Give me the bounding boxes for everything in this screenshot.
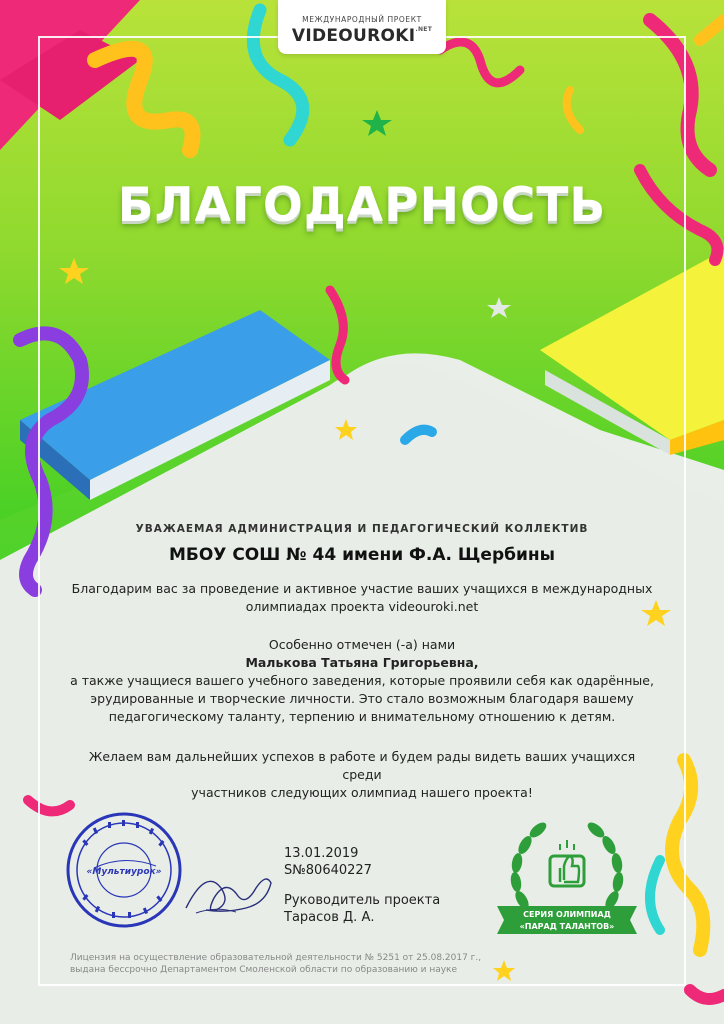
- recognition-intro: Особенно отмечен (-а) нами: [268, 637, 456, 652]
- recognition-line-1: а также учащиеся вашего учебного заведения, которые проявили себя как одарённые,: [70, 673, 654, 688]
- license-line-1: Лицензия на осуществление образовательной деятельности № 5251 от 25.08.2017 г.,: [70, 953, 482, 963]
- license-line-2: выдана бессрочно Департаментом Смоленской области по образованию и науке: [70, 965, 458, 975]
- logo-caption: МЕЖДУНАРОДНЫЙ ПРОЕКТ: [302, 15, 422, 24]
- signer-name: Тарасов Д. А.: [284, 910, 375, 925]
- recognition-line-2: эрудированные и творческие личности. Это стало возможным благодаря вашему: [90, 691, 634, 706]
- certificate-number: S№80640227: [284, 863, 372, 878]
- recognition-line-3: педагогическому таланту, терпению и внимательному отношению к детям.: [108, 709, 616, 724]
- badge-line-1: СЕРИЯ ОЛИМПИАД: [523, 910, 611, 919]
- wishes-line-1: Желаем вам дальнейших успехов в работе и будем рады видеть ваших учащихся среди: [88, 749, 636, 782]
- paragraph-thanks: [70, 580, 654, 616]
- license-note: [70, 952, 530, 976]
- signer-block: [284, 892, 440, 926]
- official-seal-stamp: [64, 810, 184, 930]
- issue-details: [284, 845, 372, 879]
- signature-drawing: [176, 858, 276, 928]
- certificate-title: БЛАГОДАРНОСТЬ: [117, 178, 607, 233]
- recipient-name: Малькова Татьяна Григорьевна,: [245, 655, 479, 670]
- issue-date: 13.01.2019: [284, 846, 359, 861]
- thanks-line-2: олимпиадах проекта videouroki.net: [245, 599, 479, 614]
- badge-line-2: «ПАРАД ТАЛАНТОВ»: [519, 922, 615, 931]
- school-name: МБОУ СОШ № 44 имени Ф.А. Щербины: [168, 545, 556, 565]
- project-logo: [278, 0, 446, 54]
- logo-suffix: .NET: [415, 26, 433, 33]
- logo-wordmark: [278, 26, 446, 46]
- paragraph-recognition: [70, 636, 654, 726]
- paragraph-wishes: [70, 748, 654, 802]
- signer-role: Руководитель проекта: [284, 893, 441, 908]
- thanks-line-1: Благодарим вас за проведение и активное участие ваших учащихся в международных: [71, 581, 653, 596]
- logo-main-text: VIDEOUROKI: [291, 26, 416, 46]
- addressee-line: УВАЖАЕМАЯ АДМИНИСТРАЦИЯ И ПЕДАГОГИЧЕСКИЙ КОЛЛЕКТИВ: [135, 523, 589, 535]
- olympiad-series-badge: [492, 808, 642, 958]
- wishes-line-2: участников следующих олимпиад нашего проекта!: [191, 785, 533, 800]
- seal-center-text: «Мультиурок»: [86, 867, 162, 877]
